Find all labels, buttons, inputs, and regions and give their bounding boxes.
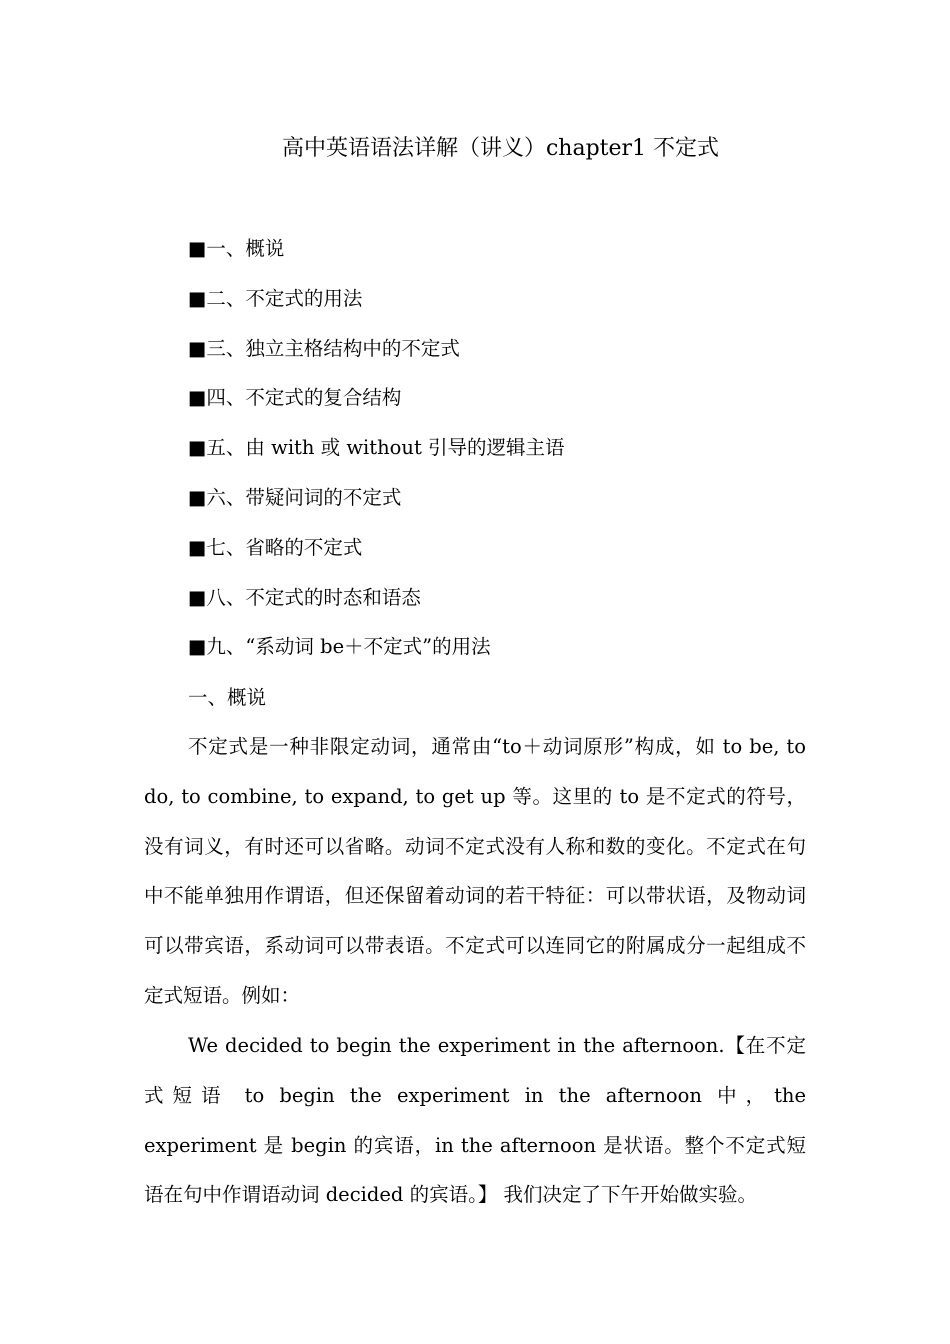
- section-heading: 一、概说: [188, 686, 267, 709]
- table-of-contents: [188, 231, 565, 679]
- document-title: 高中英语语法详解（讲义）chapter1 不定式: [281, 136, 720, 161]
- toc-item: ■六、带疑问词的不定式: [188, 485, 402, 509]
- toc-item: ■二、不定式的用法: [188, 286, 363, 310]
- toc-item: ■四、不定式的复合结构: [188, 386, 402, 410]
- toc-item: ■五、由 with 或 without 引导的逻辑主语: [188, 436, 565, 460]
- example-paragraph: We decided to begin the experiment in the afternoon.【在不定式短语 to begin the experiment in the afternoon 中，the experiment 是 begin 的宾语，in the afternoon 是状语。整个不定式短语在句中作谓语动词 decided 的宾语。】 我们决定了下午开始做实验。: [144, 1034, 806, 1207]
- toc-item: ■三、独立主格结构中的不定式: [188, 336, 460, 360]
- body-paragraph: 不定式是一种非限定动词，通常由“to＋动词原形”构成，如 to be, to do, to combine, to expand, to get up 等。这里的 to 是不定式的符号，没有词义，有时还可以省略。动词不定式没有人称和数的变化。不定式在句中不能单独用作谓语，但还保留着动词的若干特征：可以带状语，及物动词可以带宾语，系动词可以带表语。不定式可以连同它的附属成分一起组成不定式短语。例如：: [144, 735, 806, 1007]
- toc-item: ■一、概说: [188, 237, 285, 260]
- toc-item: ■七、省略的不定式: [188, 535, 363, 559]
- toc-item: ■八、不定式的时态和语态: [188, 585, 421, 609]
- toc-item: ■九、“系动词 be＋不定式”的用法: [188, 635, 491, 659]
